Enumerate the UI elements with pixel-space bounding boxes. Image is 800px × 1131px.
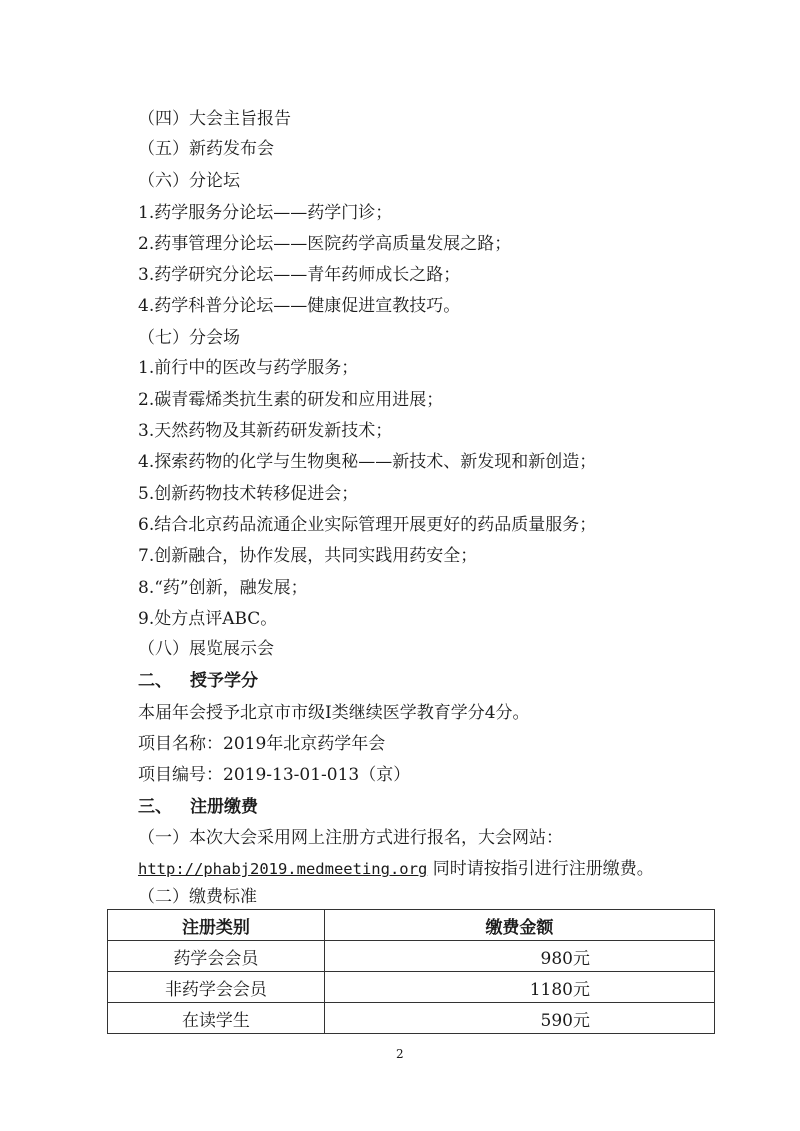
fee-amount: 590元 [324, 1003, 714, 1034]
venue-item-4: 4.探索药物的化学与生物奥秘——新技术、新发现和新创造； [138, 452, 597, 472]
section-number: 二、 [138, 671, 172, 691]
forum-item-3: 3.药学研究分论坛——青年药师成长之路； [138, 265, 461, 285]
item-sub-venues: （七）分会场 [138, 328, 240, 348]
venue-item-7: 7.创新融合，协作发展，共同实践用药安全； [138, 546, 478, 566]
fee-amount: 980元 [324, 941, 714, 972]
table-row [108, 1003, 715, 1034]
section-number: 三、 [138, 797, 172, 817]
fee-category: 药学会会员 [108, 941, 325, 972]
venue-item-5: 5.创新药物技术转移促进会； [138, 484, 359, 504]
project-code: 项目编号：2019-13-01-013（京） [138, 765, 411, 785]
section-heading-registration [138, 796, 258, 818]
fee-amount: 1180元 [324, 972, 714, 1003]
column-header-amount: 缴费金额 [324, 910, 714, 941]
item-new-drug-launch: （五）新药发布会 [138, 139, 274, 159]
registration-url-line [138, 858, 654, 880]
forum-item-4: 4.药学科普分论坛——健康促进宣教技巧。 [138, 296, 461, 316]
registration-intro: （一）本次大会采用网上注册方式进行报名，大会网站： [138, 828, 563, 848]
item-exhibition: （八）展览展示会 [138, 639, 274, 659]
table-header-row [108, 910, 715, 941]
fee-table [107, 909, 715, 1034]
venue-item-9: 9.处方点评ABC。 [138, 609, 278, 629]
fee-category: 非药学会会员 [108, 972, 325, 1003]
venue-item-1: 1.前行中的医改与药学服务； [138, 358, 359, 378]
venue-item-2: 2.碳青霉烯类抗生素的研发和应用进展； [138, 390, 444, 410]
project-name: 项目名称：2019年北京药学年会 [138, 734, 386, 754]
fee-standard-heading: （二）缴费标准 [138, 887, 257, 907]
table-row [108, 941, 715, 972]
venue-item-8: 8.“药”创新，融发展； [138, 578, 308, 598]
venue-item-6: 6.结合北京药品流通企业实际管理开展更好的药品质量服务； [138, 515, 597, 535]
fee-category: 在读学生 [108, 1003, 325, 1034]
section-heading-credits [138, 670, 258, 692]
item-sub-forums: （六）分论坛 [138, 171, 240, 191]
section-title: 授予学分 [190, 671, 258, 691]
forum-item-1: 1.药学服务分论坛——药学门诊； [138, 203, 393, 223]
column-header-category: 注册类别 [108, 910, 325, 941]
table-row [108, 972, 715, 1003]
venue-item-3: 3.天然药物及其新药研发新技术； [138, 421, 393, 441]
forum-item-2: 2.药事管理分论坛——医院药学高质量发展之路； [138, 234, 512, 254]
section-title: 注册缴费 [190, 797, 258, 817]
page-number: 2 [396, 1047, 404, 1061]
registration-instruction: 同时请按指引进行注册缴费。 [427, 859, 654, 879]
item-main-report: （四）大会主旨报告 [138, 109, 291, 129]
credit-description: 本届年会授予北京市市级Ⅰ类继续医学教育学分4分。 [138, 703, 530, 723]
meeting-website-link[interactable]: http://phabj2019.medmeeting.org [138, 860, 428, 878]
